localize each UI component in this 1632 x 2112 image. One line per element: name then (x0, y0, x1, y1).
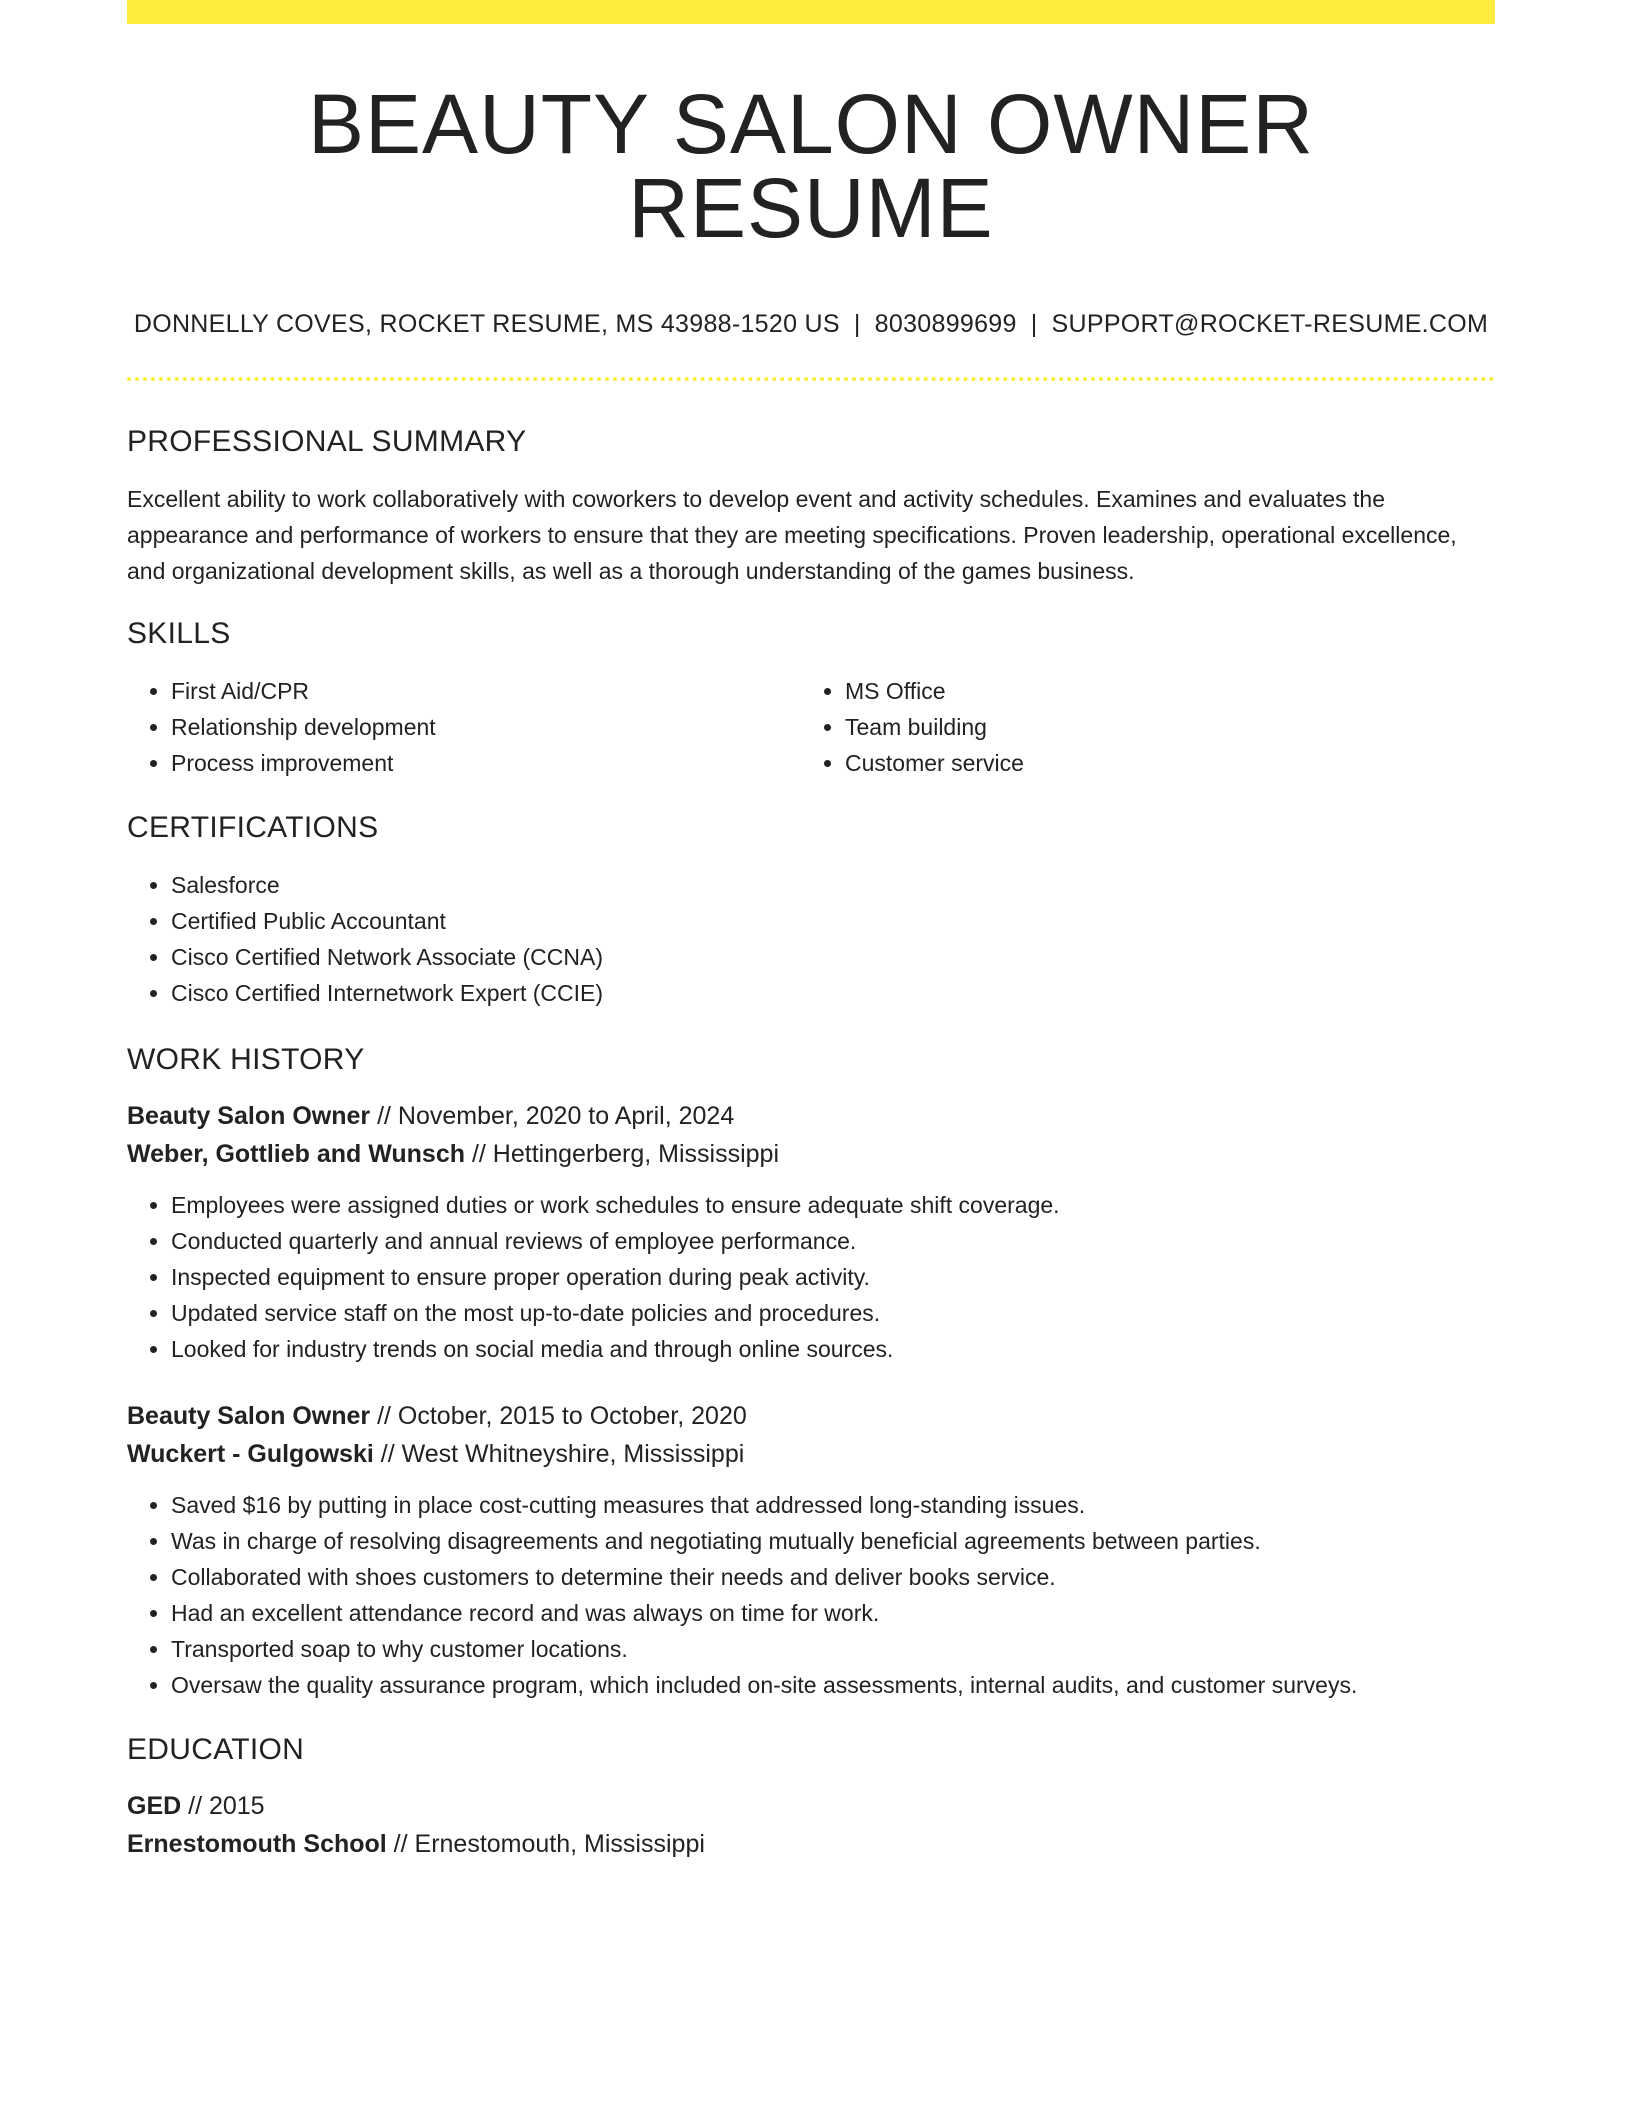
certifications-heading: CERTIFICATIONS (127, 811, 379, 844)
certification-item: • Certified Public Accountant (171, 903, 1495, 939)
contact-phone: 8030899699 (874, 310, 1017, 338)
education-entry (127, 1787, 1495, 1863)
contact-email[interactable]: SUPPORT@ROCKET-RESUME.COM (1051, 310, 1489, 338)
education-heading: EDUCATION (127, 1733, 305, 1766)
job-duty: • Employees were assigned duties or work schedules to ensure adequate shift coverage. (171, 1187, 1495, 1223)
job-title-line (127, 1397, 1495, 1435)
work-history-heading: WORK HISTORY (127, 1043, 365, 1076)
skill-item: • Team building (845, 709, 1475, 745)
skills-right-column (801, 673, 1475, 781)
job-duty: • Conducted quarterly and annual reviews of employee performance. (171, 1223, 1495, 1259)
skill-item: • MS Office (845, 673, 1475, 709)
job-duty: • Updated service staff on the most up-to-date policies and procedures. (171, 1295, 1495, 1331)
job-company: Wuckert - Gulgowski (127, 1440, 374, 1468)
resume-title: BEAUTY SALON OWNER RESUME (308, 77, 1314, 255)
job-duty: • Saved $16 by putting in place cost-cutting measures that addressed long-standing issues. (171, 1487, 1495, 1523)
education-school-line (127, 1825, 1495, 1863)
certification-item: • Cisco Certified Internetwork Expert (CCIE) (171, 975, 1495, 1011)
job-company: Weber, Gottlieb and Wunsch (127, 1140, 466, 1168)
certification-item: • Salesforce (171, 867, 1495, 903)
job-dates: // October, 2015 to October, 2020 (370, 1402, 747, 1430)
education-year: // 2015 (181, 1792, 265, 1820)
job-title: Beauty Salon Owner (127, 1102, 371, 1130)
job-title-line (127, 1097, 1495, 1135)
skill-item: • Customer service (845, 745, 1475, 781)
certifications-list (127, 867, 1495, 1011)
contact-separator: | (1030, 310, 1038, 338)
education-school: Ernestomouth School (127, 1830, 387, 1858)
accent-top-bar (127, 0, 1495, 24)
skills-list (127, 673, 1495, 781)
education-degree: GED (127, 1792, 182, 1820)
skill-item: • Relationship development (171, 709, 801, 745)
job-duty: • Inspected equipment to ensure proper operation during peak activity. (171, 1259, 1495, 1295)
skill-item: • Process improvement (171, 745, 801, 781)
job-entry (127, 1397, 1495, 1703)
job-duty: • Looked for industry trends on social media and through online sources. (171, 1331, 1495, 1367)
job-location: // Hettingerberg, Mississippi (465, 1140, 780, 1168)
resume-page (127, 0, 1495, 1863)
contact-line (127, 310, 1495, 339)
job-dates: // November, 2020 to April, 2024 (370, 1102, 735, 1130)
education-degree-line (127, 1787, 1495, 1825)
contact-address: DONNELLY COVES, ROCKET RESUME, MS 43988-1520 US (133, 310, 840, 338)
education-location: // Ernestomouth, Mississippi (386, 1830, 705, 1858)
job-location: // West Whitneyshire, Mississippi (373, 1440, 745, 1468)
job-title: Beauty Salon Owner (127, 1402, 371, 1430)
job-duty: • Collaborated with shoes customers to determine their needs and deliver books service. (171, 1559, 1495, 1595)
summary-text: Excellent ability to work collaboratively with coworkers to develop event and activity schedules. Examines and evaluates the appearance and performance of workers to ensure that they are meeting specifications. Proven leadership, operational excellence, and organizational development skills, as well as a thorough understanding of the games business. (127, 486, 1457, 584)
job-duty: • Was in charge of resolving disagreements and negotiating mutually beneficial agreements between parties. (171, 1523, 1495, 1559)
skills-left-column (127, 673, 801, 781)
job-duty: • Had an excellent attendance record and was always on time for work. (171, 1595, 1495, 1631)
job-company-line (127, 1435, 1495, 1473)
job-duties (127, 1187, 1495, 1367)
certification-item: • Cisco Certified Network Associate (CCNA) (171, 939, 1495, 975)
job-entry (127, 1097, 1495, 1367)
contact-separator: | (853, 310, 861, 338)
skills-heading: SKILLS (127, 617, 231, 650)
summary-heading: PROFESSIONAL SUMMARY (127, 425, 527, 458)
skill-item: • First Aid/CPR (171, 673, 801, 709)
job-duties (127, 1487, 1495, 1703)
job-duty: • Transported soap to why customer locations. (171, 1631, 1495, 1667)
job-duty: • Oversaw the quality assurance program, which included on-site assessments, internal audits, and customer surveys. (171, 1667, 1495, 1703)
dotted-divider (127, 377, 1495, 381)
job-company-line (127, 1135, 1495, 1173)
